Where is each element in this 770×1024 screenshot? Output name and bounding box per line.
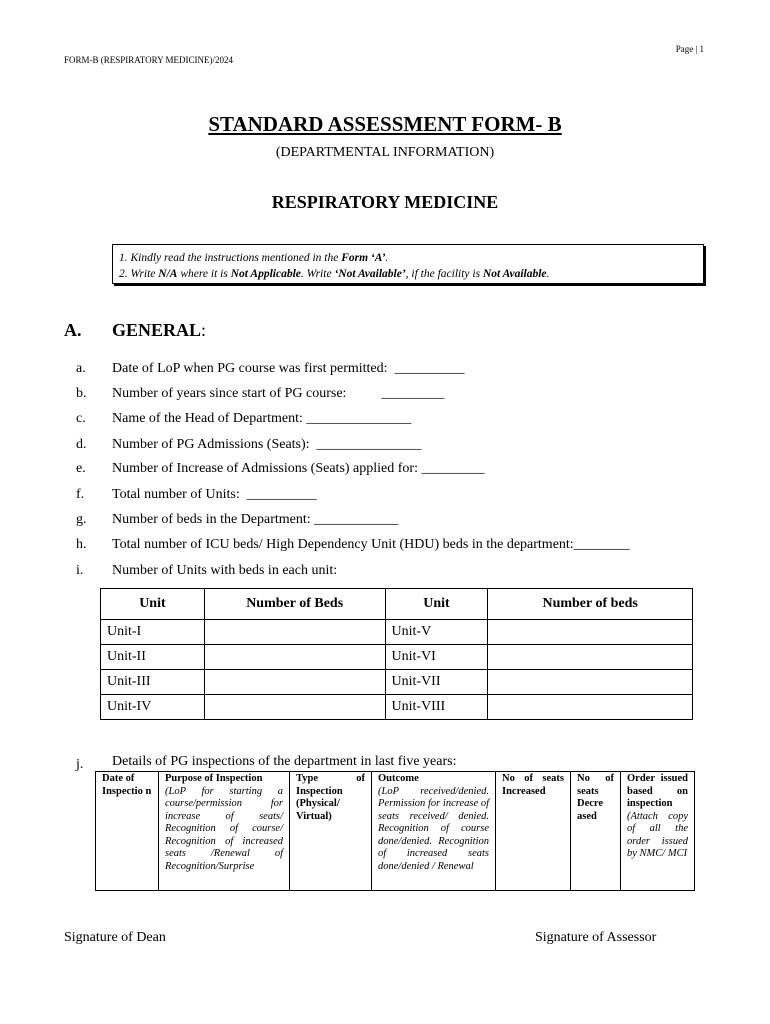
header-date: Date of Inspectio n <box>96 772 159 891</box>
inspections-table <box>95 771 695 891</box>
header-order-issued: Order issued based on inspection (Attach copy of all the order issued by NMC/ MCI <box>621 772 695 891</box>
item-units-with-beds: Number of Units with beds in each unit: <box>112 563 338 578</box>
item-letter: h. <box>76 537 87 552</box>
page-number: Page | 1 <box>675 44 704 54</box>
page-subtitle: (DEPARTMENTAL INFORMATION) <box>275 145 495 160</box>
unit-name-cell: Unit-VI <box>385 645 488 670</box>
table-row <box>101 695 693 720</box>
column-header: Unit <box>101 589 205 620</box>
beds-cell[interactable] <box>488 695 693 720</box>
unit-name-cell: Unit-III <box>101 670 205 695</box>
unit-name-cell: Unit-IV <box>101 695 205 720</box>
beds-cell[interactable] <box>488 670 693 695</box>
item-icu-hdu-beds[interactable]: Total number of ICU beds/ High Dependency Unit (HDU) beds in the department:________ <box>112 537 630 552</box>
table-row <box>101 645 693 670</box>
column-header: Unit <box>385 589 488 620</box>
column-header: Number of Beds <box>204 589 385 620</box>
item-letter: a. <box>76 361 86 376</box>
item-beds-in-department[interactable]: Number of beds in the Department: ____________ <box>112 512 399 527</box>
beds-cell[interactable] <box>488 645 693 670</box>
form-code: FORM-B (RESPIRATORY MEDICINE)/2024 <box>64 55 234 65</box>
item-head-of-department[interactable]: Name of the Head of Department: _______________ <box>112 411 412 426</box>
page-title: STANDARD ASSESSMENT FORM- B <box>208 112 562 136</box>
header-seats-increased: No of seats Increased <box>496 772 571 891</box>
item-pg-admissions[interactable]: Number of PG Admissions (Seats): _______________ <box>112 437 422 452</box>
item-total-units[interactable]: Total number of Units: __________ <box>112 487 317 502</box>
unit-name-cell: Unit-I <box>101 620 205 645</box>
unit-name-cell: Unit-VII <box>385 670 488 695</box>
header-seats-decreased: No of seats Decre ased <box>571 772 621 891</box>
column-header: Number of beds <box>488 589 693 620</box>
item-increase-admissions[interactable]: Number of Increase of Admissions (Seats) applied for: _________ <box>112 461 485 476</box>
unit-name-cell: Unit-VIII <box>385 695 488 720</box>
table-header-row <box>96 772 695 891</box>
header-purpose: Purpose of Inspection (LoP for starting a course/permission for increase of seats/ Recognition of course/ Recognition of increased seats /Renewal of Recognition/Surprise <box>159 772 290 891</box>
department-title: RESPIRATORY MEDICINE <box>271 192 499 212</box>
beds-cell[interactable] <box>204 670 385 695</box>
item-pg-inspections: Details of PG inspections of the department in last five years: <box>112 754 457 769</box>
item-date-of-lop[interactable]: Date of LoP when PG course was first permitted: __________ <box>112 361 465 376</box>
beds-cell[interactable] <box>204 645 385 670</box>
item-letter: b. <box>76 386 87 401</box>
signature-assessor: Signature of Assessor <box>535 930 657 945</box>
signature-dean: Signature of Dean <box>64 930 166 945</box>
instruction-1: 1. Kindly read the instructions mentioned in the Form ‘A’. <box>119 252 389 264</box>
unit-name-cell: Unit-V <box>385 620 488 645</box>
item-years-since-start[interactable]: Number of years since start of PG course: _________ <box>112 386 445 401</box>
table-row <box>101 670 693 695</box>
table-header-row <box>101 589 693 620</box>
table-row <box>101 620 693 645</box>
beds-cell[interactable] <box>204 695 385 720</box>
beds-cell[interactable] <box>488 620 693 645</box>
instructions-box <box>112 244 704 284</box>
section-letter: A. <box>64 320 82 340</box>
item-letter: j. <box>76 757 84 772</box>
item-letter: g. <box>76 512 87 527</box>
header-outcome: Outcome (LoP received/denied. Permission for increase of seats received/ denied. Recognition of course done/denied. Recognition of increased seats done/denied / Renewal <box>372 772 496 891</box>
header-type: Type of Inspection (Physical/ Virtual) <box>290 772 372 891</box>
item-letter: e. <box>76 461 86 476</box>
units-beds-table <box>100 588 693 720</box>
item-letter: c. <box>76 411 86 426</box>
item-letter: d. <box>76 437 87 452</box>
instruction-2: 2. Write N/A where it is Not Applicable. Write ‘Not Available’, if the facility is Not Available. <box>119 268 550 280</box>
item-letter: f. <box>76 487 85 502</box>
item-letter: i. <box>76 563 84 578</box>
section-title: GENERAL: <box>112 320 207 340</box>
beds-cell[interactable] <box>204 620 385 645</box>
unit-name-cell: Unit-II <box>101 645 205 670</box>
